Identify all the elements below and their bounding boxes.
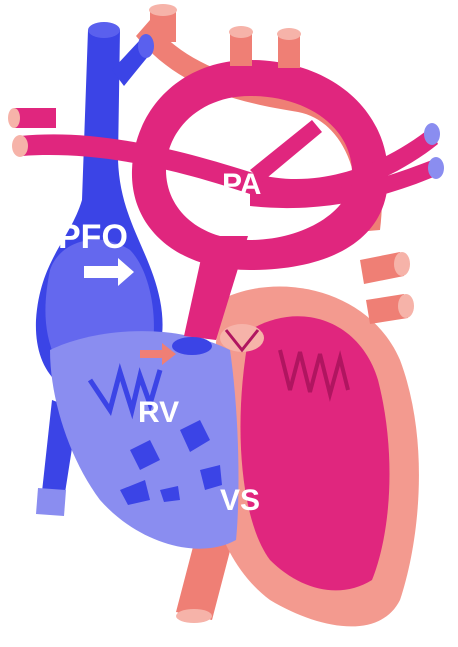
label-pa: PA — [222, 168, 262, 201]
aortic-valve — [220, 324, 264, 352]
label-vs: VS — [220, 484, 261, 517]
pulmonary-valve — [172, 337, 212, 355]
label-pfo: PFO — [58, 218, 128, 256]
pulmonary-veins — [360, 252, 414, 324]
label-rv: RV — [138, 396, 180, 429]
right-ventricle — [50, 331, 238, 549]
